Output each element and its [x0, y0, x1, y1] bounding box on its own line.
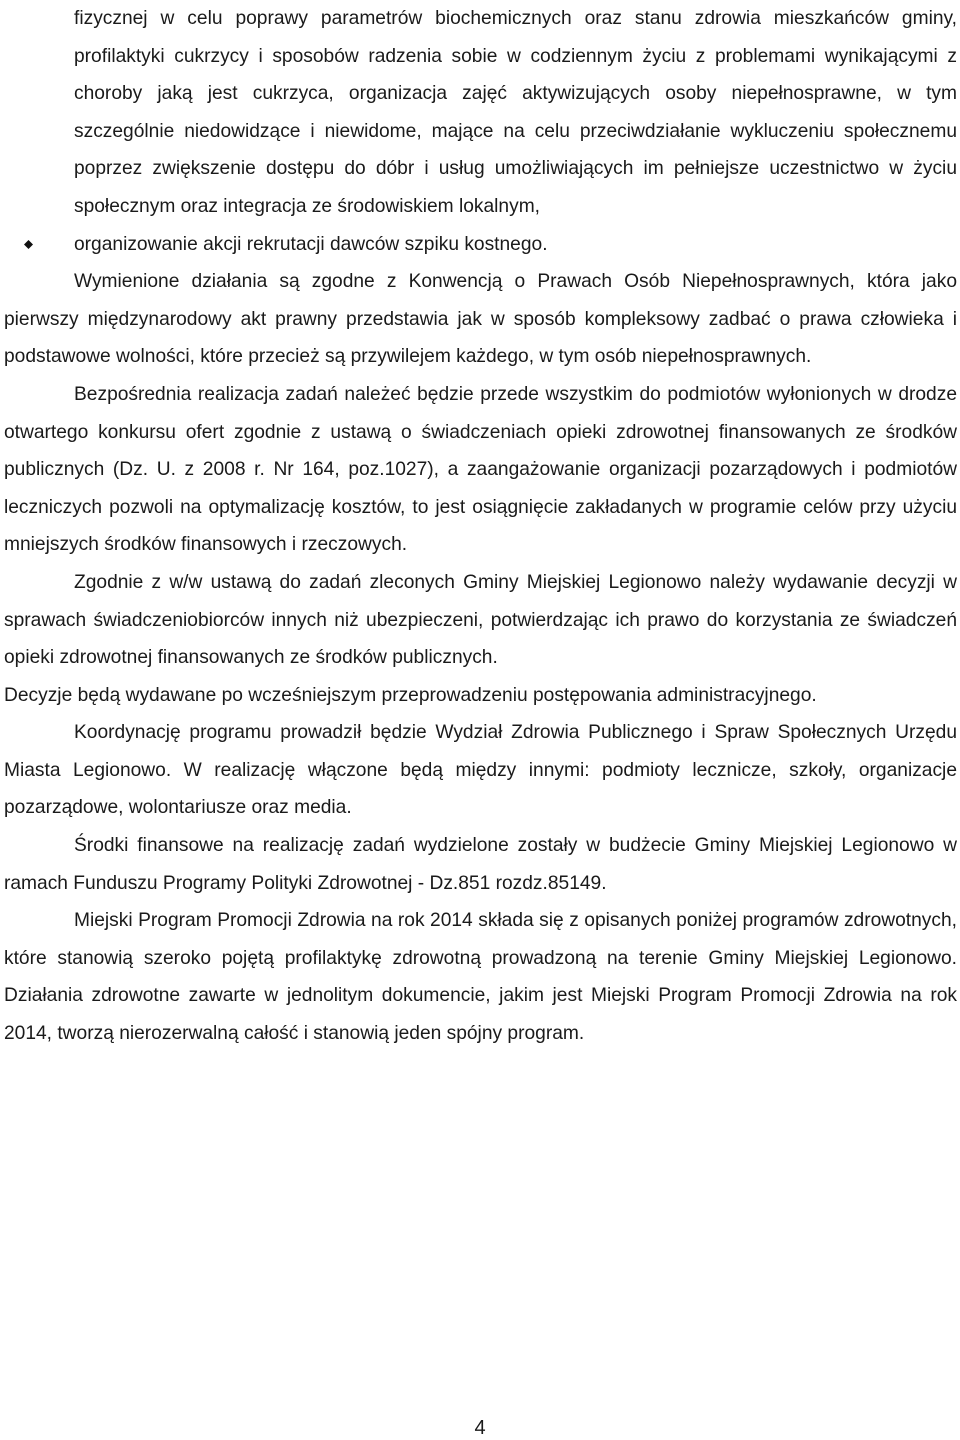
paragraph-decisions: Decyzje będą wydawane po wcześniejszym przeprowadzeniu postępowania administracyjnego.	[4, 684, 817, 706]
page-number: 4	[474, 1417, 486, 1439]
paragraph-coordination: Koordynację programu prowadził będzie Wydział Zdrowia Publicznego i Spraw Społecznych Urzędu Miasta Legionowo. W realizację włączone będą między innymi: podmioty lecznicze, szkoły, organizacje pozarządowe, wolontariusze oraz media.	[4, 722, 957, 819]
paragraph-direct-implementation: Bezpośrednia realizacja zadań należeć będzie przede wszystkim do podmiotów wyłonionych w drodze otwartego konkursu ofert zgodnie z ustawą o świadczeniach opieki zdrowotnej finansowanych ze środków publicznych (Dz. U. z 2008 r. Nr 164, poz.1027), a zaangażowanie organizacji pozarządowych i podmiotów leczniczych pozwoli na optymalizację kosztów, to jest osiągnięcie zakładanych w programie celów przy użyciu mniejszych środków finansowych i rzeczowych.	[4, 383, 957, 556]
list-item-continuation: fizycznej w celu poprawy parametrów biochemicznych oraz stanu zdrowia mieszkańców gminy, profilaktyki cukrzycy i sposobów radzenia sobie w codziennym życiu z problemami wynikającymi z choroby jaką jest cukrzyca, organizacja zajęć aktywizujących osoby niepełnosprawne, w tym szczególnie niedowidzące i niewidome, mające na celu przeciwdziałanie wykluczeniu społecznemu poprzez zwiększenie dostępu do dóbr i usług umożliwiających im pełniejsze uczestnictwo w życiu społecznym oraz integracja ze środowiskiem lokalnym,	[74, 8, 957, 217]
paragraph-convention: Wymienione działania są zgodne z Konwencją o Prawach Osób Niepełnosprawnych, która jako pierwszy międzynarodowy akt prawny przedstawia jak w sposób kompleksowy zadbać o prawa człowieka i podstawowe wolności, które przecież są przywilejem każdego, w tym osób niepełnosprawnych.	[4, 271, 957, 368]
paragraph-program-summary: Miejski Program Promocji Zdrowia na rok 2014 składa się z opisanych poniżej programów zdrowotnych, które stanowią szeroko pojętą profilaktykę zdrowotną prowadzoną na terenie Gminy Miejskiej Legionowo. Działania zdrowotne zawarte w jednolitym dokumencie, jakim jest Miejski Program Promocji Zdrowia na rok 2014, tworzą nierozerwalną całość i stanowią jeden spójny program.	[4, 910, 957, 1045]
diamond-bullet-icon	[24, 240, 33, 249]
document-body	[4, 0, 957, 1053]
paragraph-funding: Środki finansowe na realizację zadań wydzielone zostały w budżecie Gminy Miejskiej Legionowo w ramach Funduszu Programy Polityki Zdrowotnej - Dz.851 rozdz.85149.	[4, 835, 957, 894]
paragraph-municipal-tasks: Zgodnie z w/w ustawą do zadań zleconych Gminy Miejskiej Legionowo należy wydawanie decyzji w sprawach świadczeniobiorców innych niż ubezpieczeni, potwierdzając ich prawo do korzystania ze świadczeń opieki zdrowotnej finansowanych ze środków publicznych.	[4, 571, 957, 669]
list-item-text: organizowanie akcji rekrutacji dawców szpiku kostnego.	[74, 233, 548, 255]
list-item	[4, 226, 957, 264]
